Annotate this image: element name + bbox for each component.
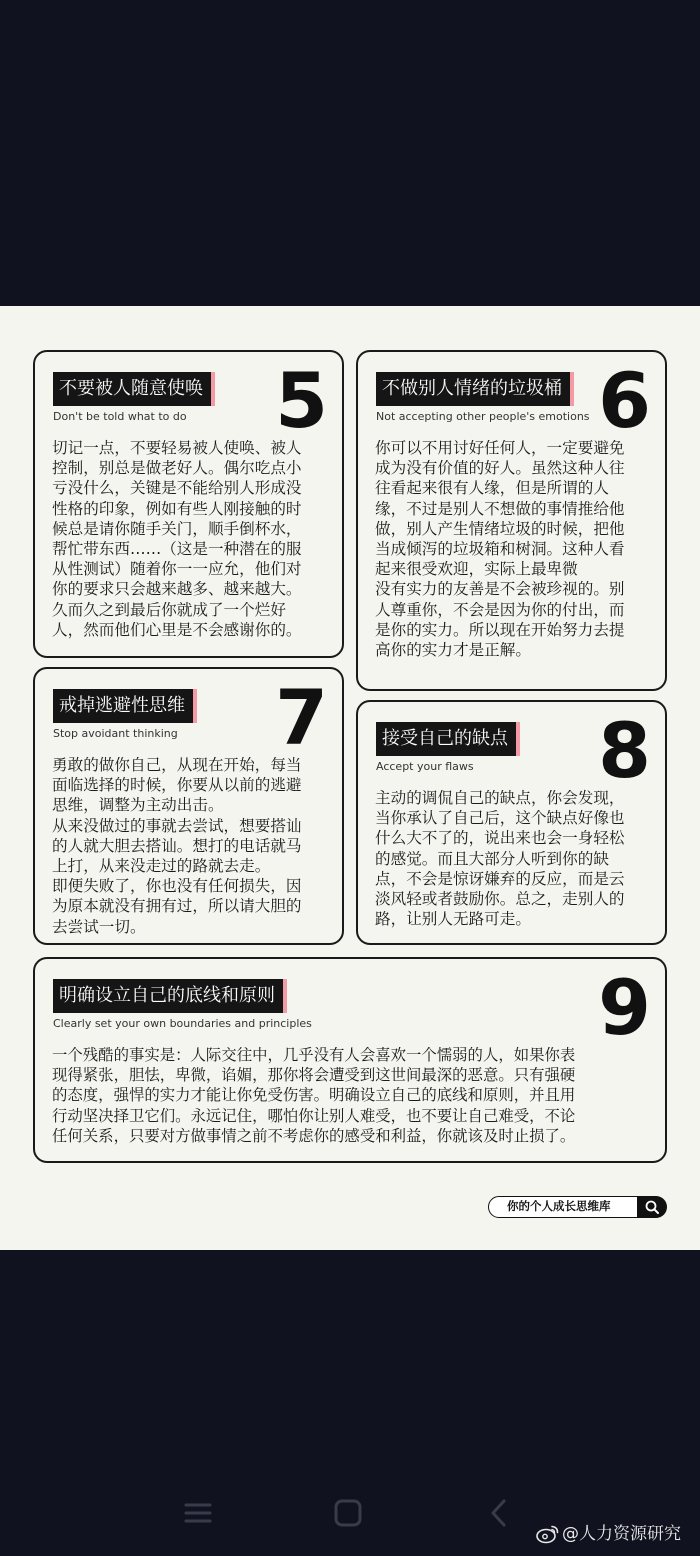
search-bar[interactable] (488, 1196, 666, 1218)
card-title: 明确设立自己的底线和原则 (53, 979, 287, 1013)
card-line: 从来没做过的事就去尝试，想要搭讪 (52, 816, 302, 835)
card-line: 缘，不过是别人不想做的事情推给他 (375, 499, 625, 518)
card-line: 是你的实力。所以现在开始努力去提 (375, 620, 625, 639)
card-line: 主动的调侃自己的缺点，你会发现， (375, 789, 625, 807)
card-line: 任何关系，只要对方做事情之前不考虑你的感受和利益，你就该及时止损了。 (52, 1126, 576, 1145)
search-button[interactable] (637, 1196, 667, 1218)
card-8 (356, 700, 667, 945)
menu-button[interactable] (180, 1496, 216, 1532)
card-line: 你的要求只会越来越多、越来越大。 (52, 580, 302, 599)
card-body (52, 438, 328, 640)
watermark-text: @人力资源研究 (562, 1524, 681, 1544)
card-number: 8 (598, 706, 651, 795)
card-7 (33, 667, 344, 945)
card-subtitle: Stop avoidant thinking (53, 727, 178, 740)
card-body (52, 1045, 655, 1146)
card-line: 帮忙带东西……（这是一种潜在的服 (52, 540, 302, 559)
card-line: 的感觉。而且大部分人听到你的缺 (375, 849, 609, 868)
card-title: 戒掉逃避性思维 (53, 689, 197, 723)
card-line: 点，不会是惊讶嫌弃的反应，而是云 (375, 869, 625, 888)
card-line: 你可以不用讨好任何人，一定要避免 (375, 439, 625, 457)
card-9 (33, 957, 667, 1163)
card-6 (356, 350, 667, 691)
card-number: 5 (275, 356, 328, 445)
card-line: 人尊重你，不会是因为你的付出，而 (375, 600, 625, 619)
back-button[interactable] (482, 1496, 518, 1532)
card-subtitle: Not accepting other people's emotions (376, 410, 590, 423)
card-title: 接受自己的缺点 (376, 722, 520, 756)
card-line: 成为没有价值的好人。虽然这种人往 (375, 459, 625, 478)
card-line: 为原本就没有拥有过，所以请大胆的 (52, 897, 302, 916)
search-icon (637, 1196, 667, 1218)
card-line: 的态度，强悍的实力才能让你免受伤害。明确设立自己的底线和原则，并且用 (52, 1086, 576, 1105)
card-line: 当你承认了自己后，这个缺点好像也 (375, 809, 625, 828)
card-line: 人，然而他们心里是不会感谢你的。 (52, 620, 302, 639)
menu-icon (180, 1496, 216, 1532)
card-line: 一个残酷的事实是：人际交往中，几乎没有人会喜欢一个懦弱的人，如果你表 (52, 1046, 576, 1064)
card-title: 不做别人情绪的垃圾桶 (376, 372, 574, 406)
card-line: 高你的实力才是正解。 (375, 641, 531, 660)
card-number: 6 (598, 356, 651, 445)
card-body (52, 755, 328, 937)
card-line: 的人就大胆去搭讪。想打的电话就马 (52, 836, 302, 855)
home-button[interactable] (330, 1496, 366, 1532)
card-line: 什么大不了的，说出来也会一身轻松 (375, 829, 625, 848)
weibo-logo-icon (536, 1524, 560, 1544)
card-line: 面临选择的时候，你要从以前的逃避 (52, 776, 302, 795)
card-line: 久而久之到最后你就成了一个烂好 (52, 600, 286, 619)
card-line: 做，别人产生情绪垃圾的时候，把他 (375, 519, 625, 538)
card-line: 当成倾泻的垃圾箱和树洞。这种人看 (375, 540, 625, 559)
card-line: 候总是请你随手关门，顺手倒杯水， (52, 519, 302, 538)
card-line: 上打，从来没走过的路就去走。 (52, 857, 271, 876)
card-line: 亏没什么，关键是不能给别人形成没 (52, 479, 302, 498)
card-title: 不要被人随意使唤 (53, 372, 215, 406)
card-line: 切记一点，不要轻易被人使唤、被人 (52, 439, 302, 457)
home-icon (330, 1496, 366, 1532)
card-subtitle: Don't be told what to do (53, 410, 187, 423)
card-body (375, 788, 651, 929)
card-line: 即便失败了，你也没有任何损失，因 (52, 877, 302, 896)
card-line: 行动坚决择卫它们。永远记住，哪怕你让别人难受，也不要让自己难受，不论 (52, 1106, 576, 1125)
card-line: 从性测试）随着你一一应允，他们对 (52, 560, 302, 579)
card-line: 控制，别总是做老好人。偶尔吃点小 (52, 459, 302, 478)
card-subtitle: Clearly set your own boundaries and principles (53, 1017, 312, 1030)
card-number: 9 (598, 963, 651, 1052)
card-line: 淡风轻或者鼓励你。总之，走别人的 (375, 890, 625, 909)
search-label: 你的个人成长思维库 (507, 1199, 611, 1213)
card-line: 性格的印象，例如有些人刚接触的时 (52, 499, 302, 518)
card-line: 往看起来很有人缘，但是所谓的人 (375, 479, 609, 498)
card-line: 去尝试一切。 (52, 917, 146, 936)
card-line: 路，让别人无路可走。 (375, 910, 531, 929)
card-line: 起来很受欢迎，实际上最卑微 (375, 560, 578, 579)
card-line: 思维，调整为主动出击。 (52, 796, 224, 815)
back-icon (482, 1496, 518, 1532)
card-body (375, 438, 651, 660)
card-5 (33, 350, 344, 658)
card-line: 没有实力的友善是不会被珍视的。别 (375, 580, 625, 599)
card-line: 勇敢的做你自己，从现在开始，每当 (52, 756, 302, 774)
card-subtitle: Accept your flaws (376, 760, 474, 773)
card-number: 7 (275, 673, 328, 762)
card-line: 现得紧张，胆怯，卑微，谄媚，那你将会遭受到这世间最深的恶意。只有强硬 (52, 1066, 576, 1085)
